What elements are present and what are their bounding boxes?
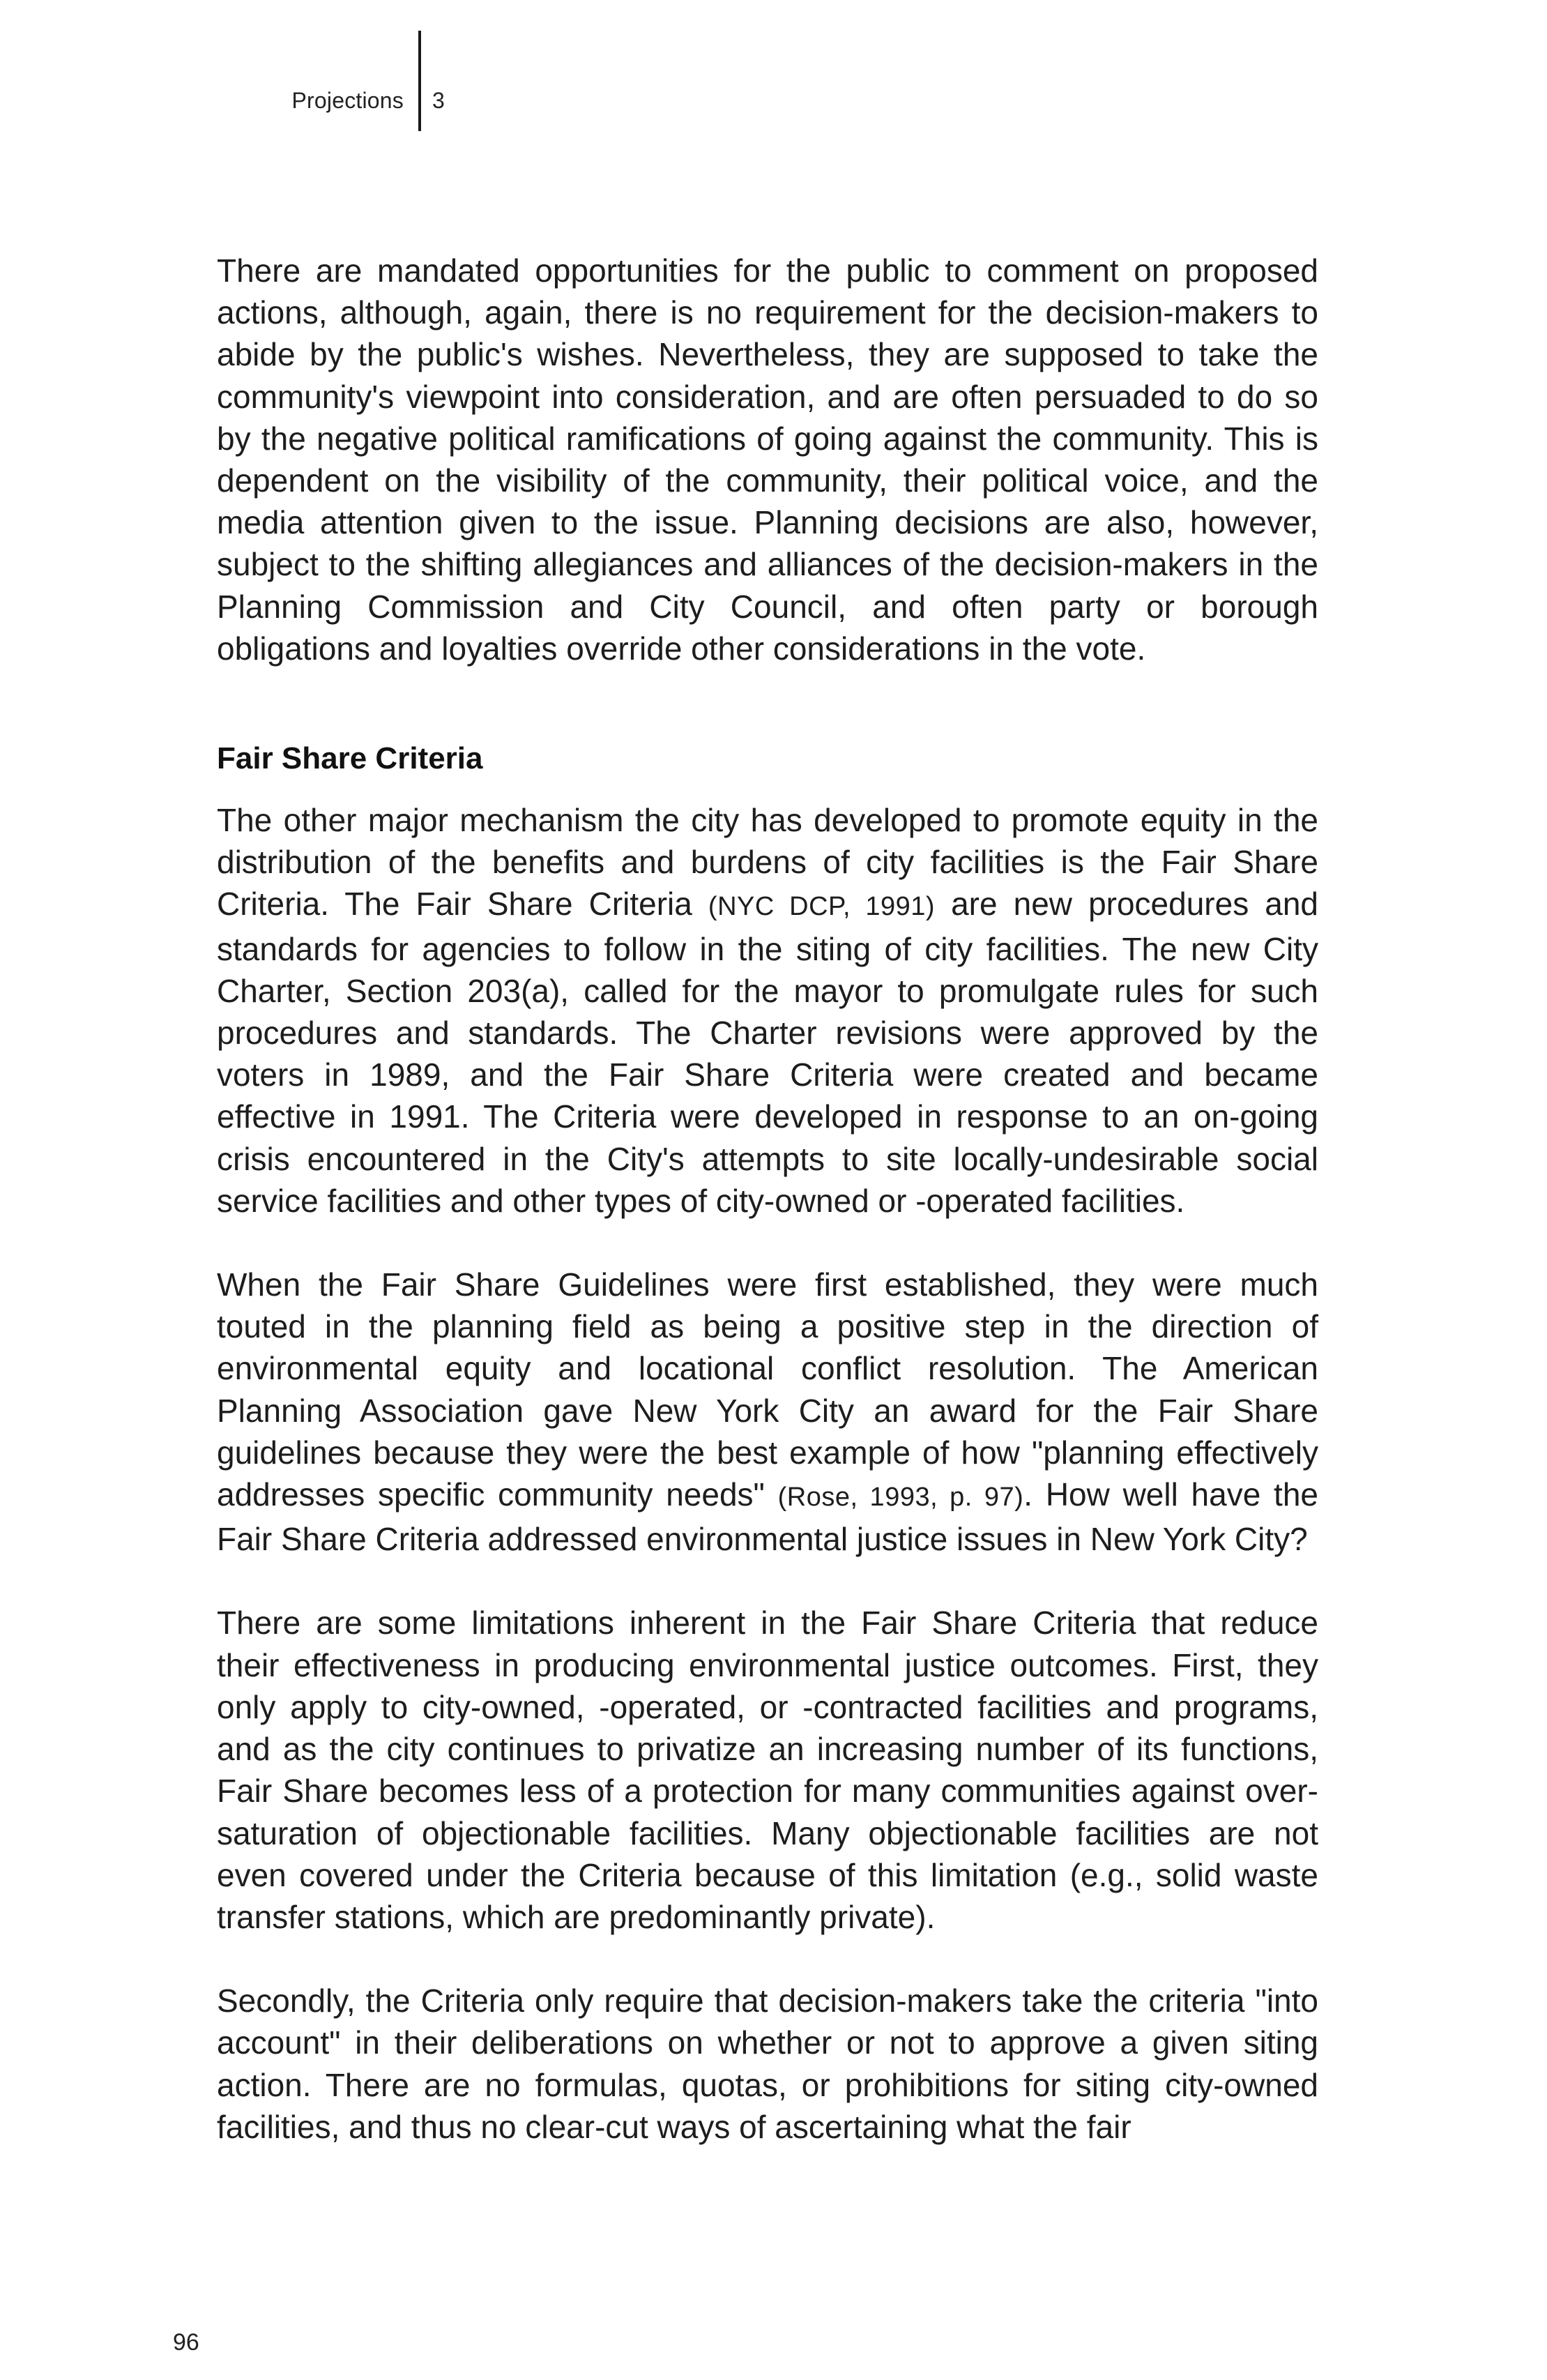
paragraph-fair-share-mechanism	[217, 799, 1318, 1222]
page-number: 96	[173, 2329, 199, 2356]
running-head-divider	[418, 31, 421, 131]
running-head	[0, 0, 1547, 153]
running-head-chapter-number: 3	[432, 88, 445, 113]
running-head-section-title: Projections	[291, 88, 404, 113]
paragraph-text-segment: When the Fair Share Guidelines were first established, they were much touted in the planning field as being a positive step in the direction of environmental equity and locational conflict resolution. The American Planning Association gave New York City an award for the Fair Share guidelines because they were the best example of how "planning effectively addresses specific community needs"	[217, 1266, 1318, 1513]
paragraph-text-segment: The other major mechanism the city has developed to promote equity in the distribution of the benefits and burdens of city facilities is the Fair Share Criteria. The Fair Share Criteria	[217, 802, 1318, 923]
paragraph-text-segment: are new procedures and standards for agencies to follow in the siting of city facilities. The new City Charter, Section 203(a), called for the mayor to promulgate rules for such procedures and standards. The Charter revisions were approved by the voters in 1989, and the Fair Share Criteria were created and became effective in 1991. The Criteria were developed in response to an on-going crisis encountered in the City's attempts to site locally-undesirable social service facilities and other types of city-owned or -operated facilities.	[217, 886, 1318, 1219]
paragraph-text-segment: . How well have the Fair Share Criteria addressed environmental justice issues in New York City?	[217, 1476, 1318, 1558]
citation: (Rose, 1993, p. 97)	[777, 1483, 1024, 1513]
paragraph-public-comment: There are mandated opportunities for the public to comment on proposed actions, although, again, there is no requirement for the decision-makers to abide by the public's wishes. Nevertheless, they are supposed to take the community's viewpoint into consideration, and are often persuaded to do so by the negative political ramifications of going against the community. This is dependent on the visibility of the community, their political voice, and the media attention given to the issue. Planning decisions are also, however, subject to the shifting allegiances and alliances of the decision-makers in the Planning Commission and City Council, and often party or borough obligations and loyalties override other considerations in the vote.	[217, 252, 1318, 667]
paragraph-limitations: There are some limitations inherent in the Fair Share Criteria that reduce their effectiveness in producing environmental justice outcomes. First, they only apply to city-owned, -operated, or -contracted facilities and programs, and as the city continues to privatize an increasing number of its functions, Fair Share becomes less of a protection for many communities against over-saturation of objectionable facilities. Many objectionable facilities are not even covered under the Criteria because of this limitation (e.g., solid waste transfer stations, which are predominantly private).	[217, 1605, 1318, 1935]
citation: (NYC DCP, 1991)	[708, 892, 936, 922]
paragraph-criteria-into-account: Secondly, the Criteria only require that decision-makers take the criteria "into account" in their deliberations on whether or not to approve a given siting action. There are no formulas, quotas, or prohibitions for siting city-owned facilities, and thus no clear-cut ways of ascertaining what the fair	[217, 1983, 1318, 2145]
body-text	[217, 250, 1318, 2148]
section-heading-fair-share-criteria: Fair Share Criteria	[217, 741, 483, 776]
paragraph-fair-share-guidelines	[217, 1264, 1318, 1560]
